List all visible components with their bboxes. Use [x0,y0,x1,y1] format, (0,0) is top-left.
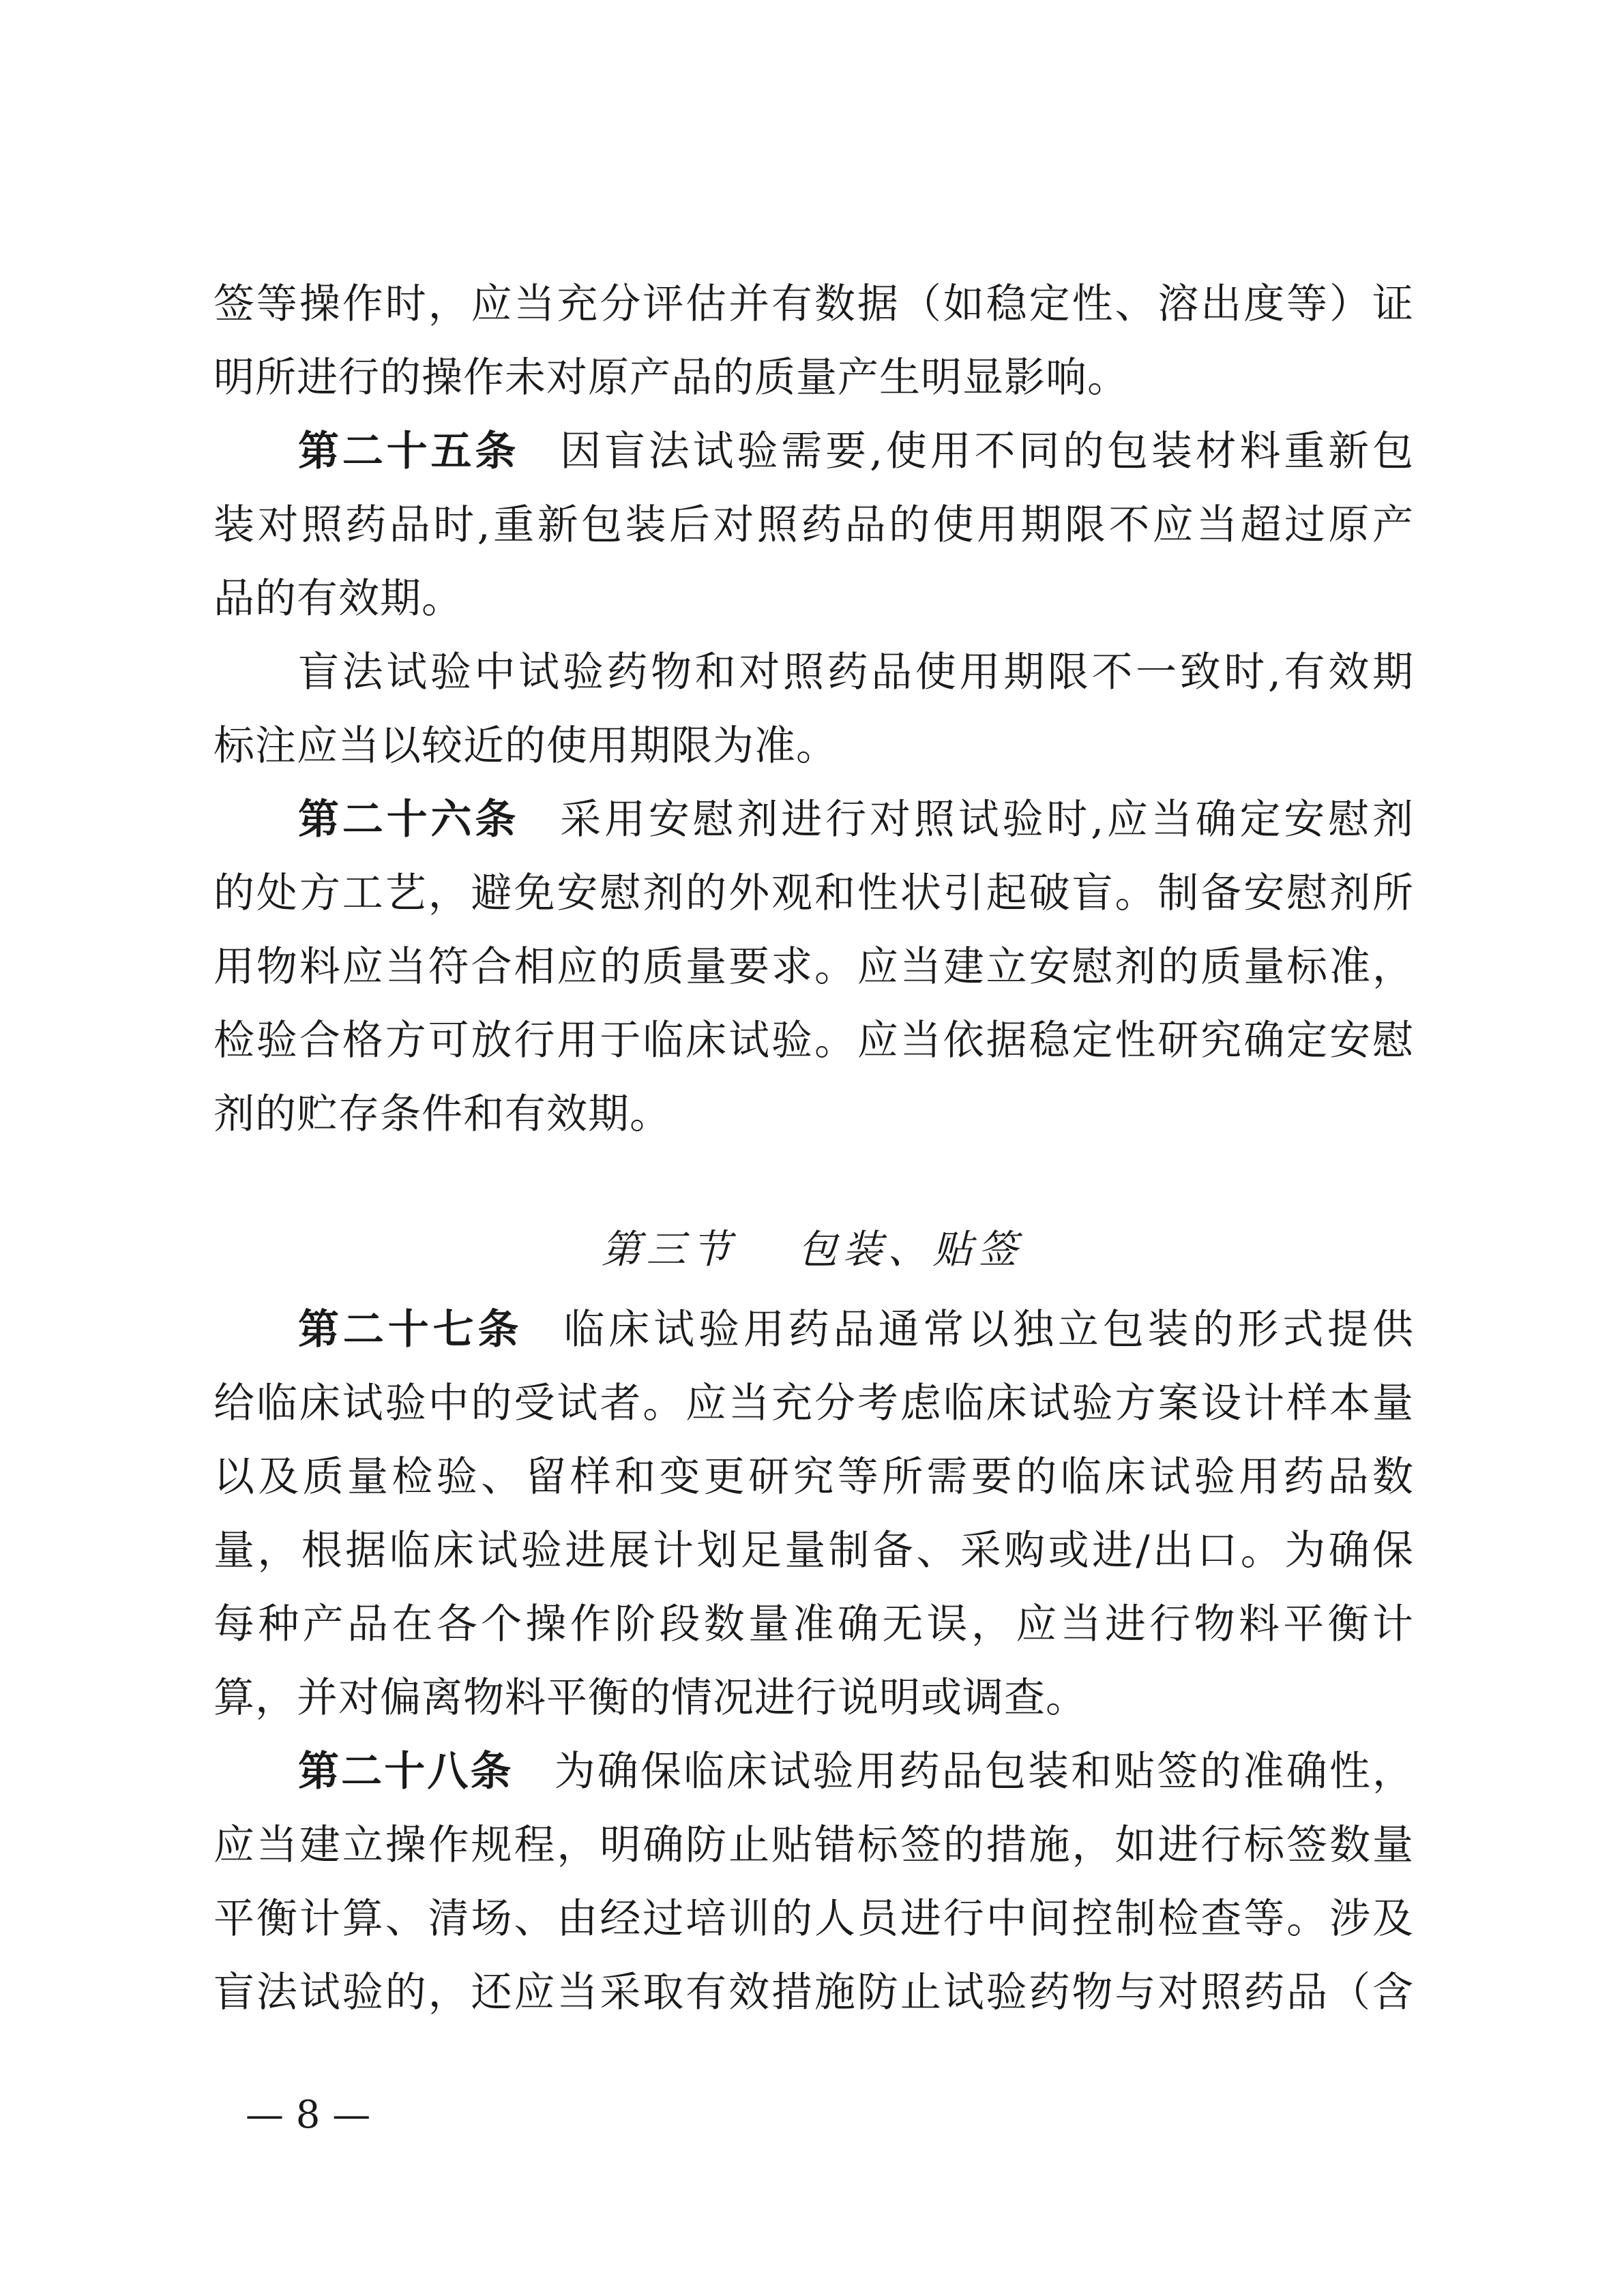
paragraph-line: 应当建立操作规程，明确防止贴错标签的措施，如进行标签数量 [213,1821,1414,1869]
page-number: — 8 — [246,2093,371,2137]
article-label: 第二十六条 [298,796,520,844]
continuation-paragraph [213,267,1414,415]
article-label: 第二十五条 [298,428,520,475]
paragraph-line: 盲法试验的，还应当采取有效措施防止试验药物与对照药品（含 [213,1969,1414,2016]
paragraph-line: 明所进行的操作未对原产品的质量产生明显影响。 [213,354,1129,402]
paragraph-line: 量，根据临床试验进展计划足量制备、采购或进/出口。为确保 [213,1527,1414,1575]
section-label: 第三节 [601,1226,737,1272]
paragraph-line: 标注应当以较近的使用期限为准。 [213,722,838,770]
paragraph-line: 算，并对偏离物料平衡的情况进行说明或调查。 [213,1674,1087,1722]
paragraph-line: 的处方工艺，避免安慰剂的外观和性状引起破盲。制备安慰剂所 [213,869,1414,917]
section-title: 包装、贴签 [797,1226,1023,1272]
article-label: 第二十八条 [298,1748,514,1795]
article-label: 第二十七条 [298,1306,523,1354]
paragraph-line: 盲法试验中试验药物和对照药品使用期限不一致时,有效期 [298,648,1414,696]
paragraph-line: 平衡计算、清场、由经过培训的人员进行中间控制检查等。涉及 [213,1895,1414,1943]
section-heading [0,1215,1624,1283]
blind-trial-paragraph [213,636,1414,783]
paragraph-line: 采用安慰剂进行对照试验时,应当确定安慰剂 [560,796,1414,844]
paragraph-line: 剂的贮存条件和有效期。 [213,1090,671,1138]
article-28 [213,1735,1414,2029]
paragraph-line: 检验合格方可放行用于临床试验。应当依据稳定性研究确定安慰 [213,1017,1414,1064]
paragraph-line: 给临床试验中的受试者。应当充分考虑临床试验方案设计样本量 [213,1380,1414,1427]
paragraph-line: 每种产品在各个操作阶段数量准确无误，应当进行物料平衡计 [213,1600,1414,1648]
paragraph-line: 品的有效期。 [213,575,463,623]
article-26 [213,783,1414,1151]
article-25 [213,415,1414,636]
paragraph-line: 签等操作时，应当充分评估并有数据（如稳定性、溶出度等）证 [213,280,1414,328]
paragraph-line: 装对照药品时,重新包装后对照药品的使用期限不应当超过原产 [213,501,1414,549]
paragraph-line: 因盲法试验需要,使用不同的包装材料重新包 [560,428,1414,475]
paragraph-line: 以及质量检验、留样和变更研究等所需要的临床试验用药品数 [213,1453,1414,1501]
paragraph-line: 为确保临床试验用药品包装和贴签的准确性， [554,1748,1414,1795]
paragraph-line: 用物料应当符合相应的质量要求。应当建立安慰剂的质量标准， [213,943,1414,991]
paragraph-line: 临床试验用药品通常以独立包装的形式提供 [563,1306,1415,1354]
article-27 [213,1293,1414,1735]
